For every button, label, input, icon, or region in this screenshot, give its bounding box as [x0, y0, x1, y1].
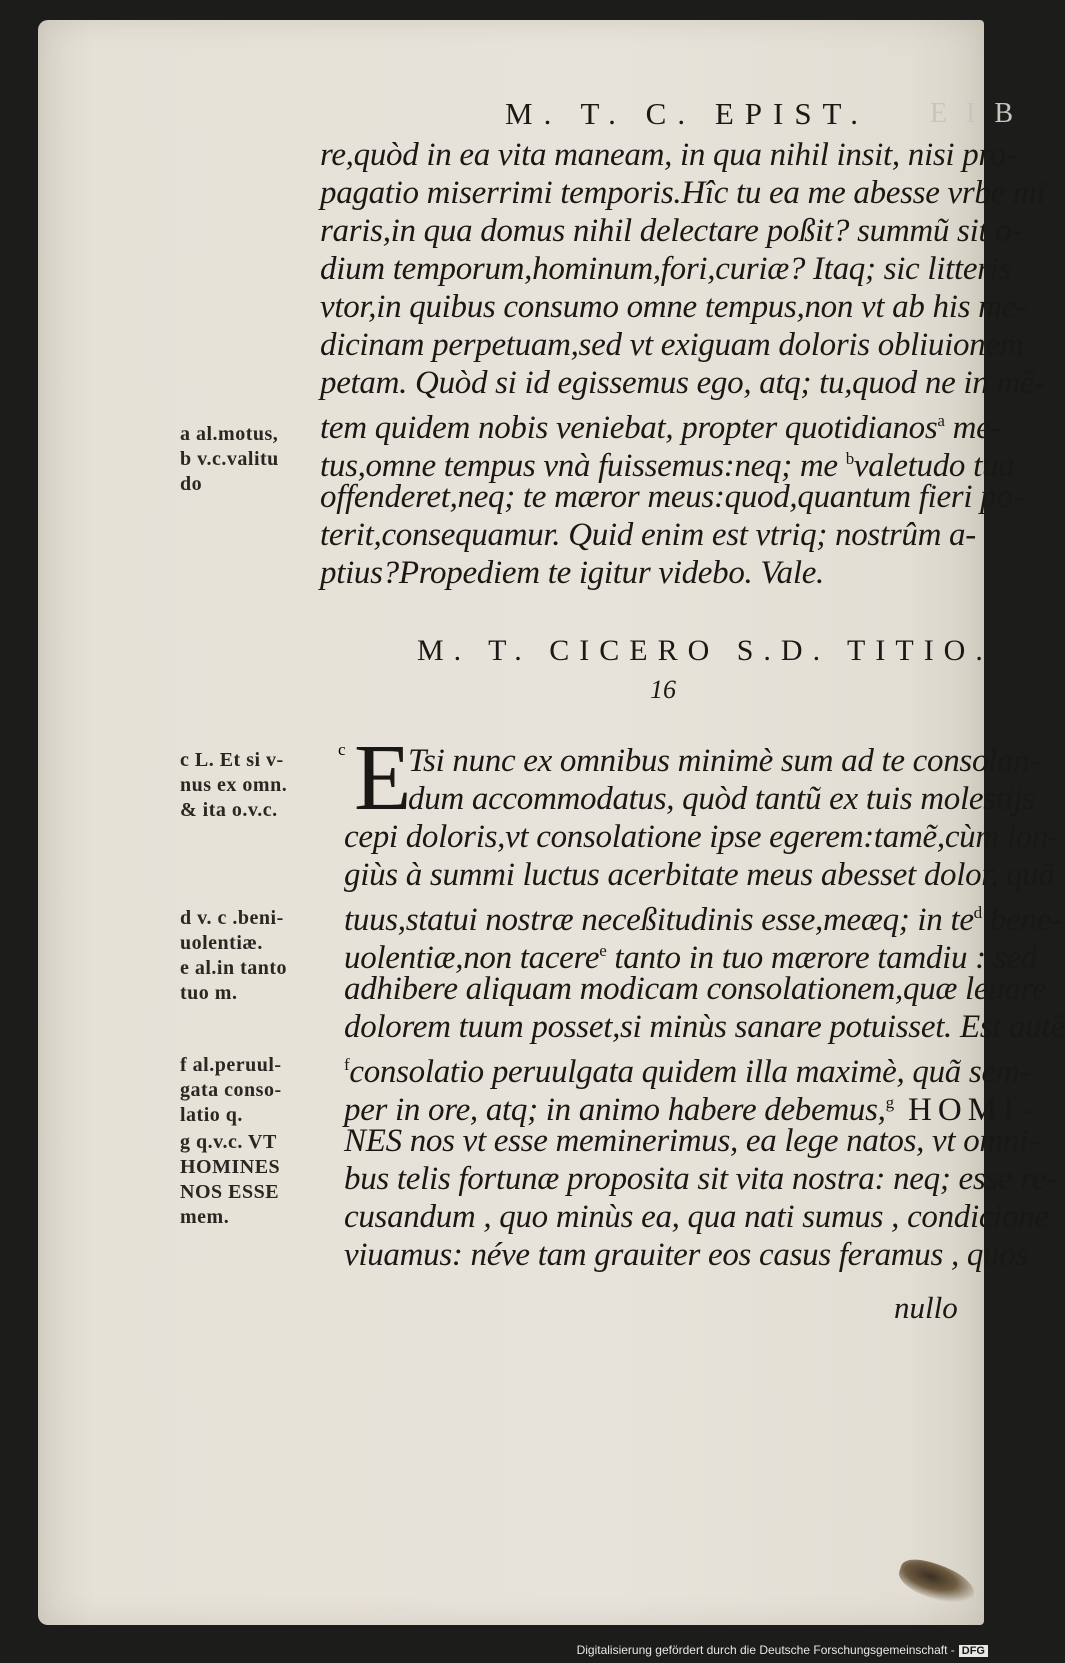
footnote-marker: g — [885, 1093, 894, 1112]
text-line: re,quòd in ea vita maneam, in qua nihil insit, nisi pro- — [320, 137, 1017, 173]
text-line: vtor,in quibus consumo omne tempus,non vt ab his me- — [320, 289, 1027, 325]
footnote-marker: c — [338, 740, 346, 759]
marginal-note: latio q. — [180, 1104, 243, 1126]
marginal-note: d v. c .beni- — [180, 907, 284, 929]
drop-cap: E — [354, 726, 412, 830]
text-line: terit,consequamur. Quid enim est vtriq; nostrûm a- — [320, 517, 976, 553]
marginal-note: do — [180, 473, 203, 495]
marginal-note: nus ex omn. — [180, 774, 288, 796]
line-text: per in ore, atq; in animo habere debemus, — [344, 1092, 886, 1128]
marginal-note: e al.in tanto — [180, 957, 288, 979]
marginal-note: tuo m. — [180, 982, 238, 1004]
marginal-note: gata conso- — [180, 1079, 282, 1101]
letter-heading: M. T. CICERO S.D. TITIO. — [417, 634, 993, 667]
marginal-note: NOS ESSE — [180, 1181, 280, 1203]
running-head: M. T. C. EPIST. — [505, 96, 869, 131]
line-text: tus,omne tempus vnà fuissemus:neq; me — [320, 448, 838, 484]
line-text: HOMI- — [893, 1092, 1038, 1128]
text-line: viuamus: néve tam grauiter eos casus feramus , quos — [344, 1237, 1029, 1273]
marginal-note: b v.c.valitu — [180, 448, 279, 470]
line-text: valetudo tua — [853, 448, 1015, 484]
line-text: tuus,statui nostræ neceßitudinis esse,meæq; in te — [344, 902, 974, 938]
text-line: adhibere aliquam modicam consolationem,quæ leuare — [344, 971, 1047, 1007]
text-line: bus telis fortunæ proposita sit vita nostra: neq; esse re- — [344, 1161, 1057, 1197]
text-line: dolorem tuum posset,si minùs sanare potuisset. Est autẽ — [344, 1009, 1065, 1045]
line-text: tanto in tuo mærore tamdiu : sed — [606, 940, 1037, 976]
marginal-note: uolentiæ. — [180, 932, 263, 954]
marginal-note: c L. Et si v- — [180, 749, 284, 771]
footer-text: Digitalisierung gefördert durch die Deutsche Forschungsgemeinschaft - — [576, 1643, 955, 1657]
text-line: dum accommodatus, quòd tantũ ex tuis molestijs — [408, 781, 1035, 817]
marginal-note: f al.peruul- — [180, 1054, 282, 1076]
text-line: pagatio miserrimi temporis.Hîc tu ea me abesse vrbe mi — [320, 175, 1046, 211]
marginal-note: mem. — [180, 1206, 230, 1228]
text-line: raris,in qua domus nihil delectare poßit? summũ sit o- — [320, 213, 1023, 249]
text-line: Tsi nunc ex omnibus minimè sum ad te consolan- — [408, 743, 1041, 779]
text-line: dium temporum,hominum,fori,curiæ? Itaq; sic litteris — [320, 251, 1012, 287]
text-line: dicinam perpetuam,sed vt exiguam doloris obliuionem — [320, 327, 1024, 363]
text-line: offenderet,neq; te mæror meus:quod,quantum fieri po- — [320, 479, 1024, 515]
line-text: consolatio peruulgata quidem illa maximè, quã sem- — [349, 1054, 1031, 1090]
text-line: giùs à summi luctus acerbitate meus abesset dolor, quã — [344, 857, 1055, 893]
marginal-note: HOMINES — [180, 1156, 281, 1178]
marginal-note: g q.v.c. VT — [180, 1131, 277, 1153]
line-text: uolentiæ,non tacere — [344, 940, 600, 976]
text-line: cepi doloris,vt consolatione ipse egerem:tamẽ,cùm lon- — [344, 819, 1059, 855]
digitization-footer — [577, 1643, 988, 1657]
line-text: tem quidem nobis veniebat, propter quotidianos — [320, 410, 938, 446]
text-line: cusandum , quo minùs ea, qua nati sumus , condicione — [344, 1199, 1049, 1235]
footnote-marker: a — [937, 411, 945, 430]
line-text: bene- — [981, 902, 1062, 938]
footnote-marker: b — [845, 449, 854, 468]
faded-bleedthrough: E I B — [930, 98, 1020, 129]
marginal-note: & ita o.v.c. — [180, 799, 278, 821]
text-line: ptius?Propediem te igitur videbo. Vale. — [320, 555, 824, 591]
footnote-marker: f — [344, 1055, 350, 1074]
dfg-logo: DFG — [959, 1645, 988, 1657]
marginal-note: a al.motus, — [180, 423, 279, 445]
text-line: petam. Quòd si id egissemus ego, atq; tu,quod ne in mẽ- — [320, 365, 1045, 401]
footnote-marker: d — [973, 903, 982, 922]
letter-number: 16 — [650, 675, 676, 704]
line-text: me- — [944, 410, 1002, 446]
text-line: NES nos vt esse meminerimus, ea lege natos, vt omni- — [344, 1123, 1039, 1159]
catchword: nullo — [894, 1290, 958, 1325]
footnote-marker: e — [599, 941, 607, 960]
